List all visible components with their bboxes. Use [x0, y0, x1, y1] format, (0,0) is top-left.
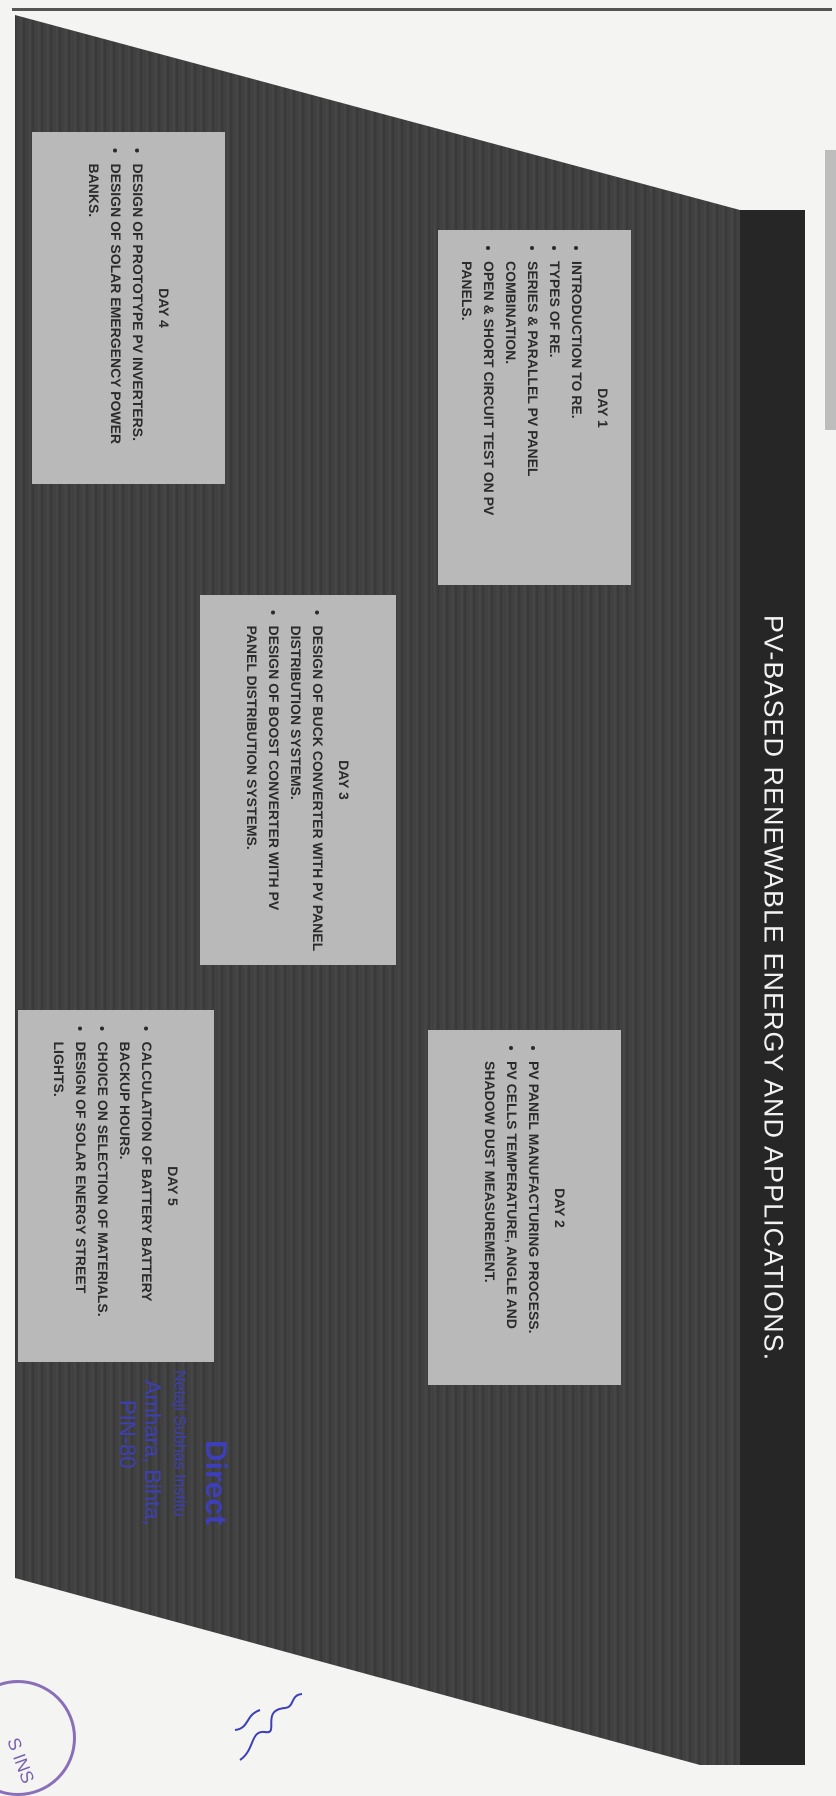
list-item: • DESIGN OF SOLAR EMERGENCY POWER BANKS. — [83, 164, 127, 471]
stamp-address-line: Amhara, Bihta, — [140, 1380, 165, 1526]
day-5-content — [48, 1024, 184, 1349]
list-item: • INTRODUCTION TO RE. — [566, 261, 588, 573]
list-item: • TYPES OF RE. — [544, 261, 566, 573]
day-5-box — [18, 1010, 214, 1362]
list-item: • CALCULATION OF BATTERY BATTERY BACKUP HOURS. — [114, 1042, 158, 1349]
list-item: • DESIGN OF PROTOTYPE PV INVERTERS. — [127, 164, 149, 471]
seal-text: S INS — [3, 1735, 39, 1787]
day-3-box — [200, 595, 396, 965]
day-1-box — [438, 230, 631, 585]
list-item: • DESIGN OF SOLAR ENERGY STREET LIGHTS. — [48, 1042, 92, 1349]
day-2-content — [479, 1043, 571, 1373]
day-4-box — [32, 132, 225, 484]
day-2-title: DAY 2 — [551, 1187, 568, 1228]
day-3-content — [241, 608, 355, 953]
list-item: • SERIES & PARALLEL PV PANEL COMBINATION. — [500, 261, 544, 573]
list-item: • CHOICE ON SELECTION OF MATERIALS. — [92, 1042, 114, 1349]
day-3-list — [241, 608, 329, 953]
day-4-title: DAY 4 — [155, 288, 172, 328]
day-1-content — [456, 243, 614, 573]
list-item: • OPEN & SHORT CIRCUIT TEST ON PV PANELS. — [456, 261, 500, 573]
list-item: • PV PANEL MANUFACTURING PROCESS. — [523, 1061, 545, 1373]
stamp-director-line: Direct — [199, 1440, 232, 1526]
day-4-list — [83, 146, 149, 471]
day-3-title: DAY 3 — [336, 760, 352, 800]
signature-mark — [230, 1690, 310, 1765]
list-item: • DESIGN OF BOOST CONVERTER WITH PV PANEL DISTRIBUTION SYSTEMS. — [241, 626, 285, 953]
list-item: • DESIGN OF BUCK CONVERTER WITH PV PANEL DISTRIBUTION SYSTEMS. — [285, 626, 329, 953]
day-2-list — [479, 1043, 545, 1373]
day-4-content — [83, 146, 175, 471]
day-1-list — [456, 243, 588, 573]
slide-title: PV-BASED RENEWABLE ENERGY AND APPLICATIONS. — [758, 614, 788, 1361]
list-item: • PV CELLS TEMPERATURE, ANGLE AND SHADOW DUST MEASUREMENT. — [479, 1061, 523, 1373]
stamp-pin-line: PIN-80 — [115, 1400, 140, 1469]
day-5-title: DAY 5 — [165, 1166, 181, 1206]
day-2-box — [428, 1030, 621, 1385]
title-wrap — [740, 210, 805, 1765]
stamp-institute-line: Netaji Subhas Institu — [171, 1370, 188, 1517]
day-1-title: DAY 1 — [594, 387, 611, 428]
day-5-list — [48, 1024, 158, 1349]
